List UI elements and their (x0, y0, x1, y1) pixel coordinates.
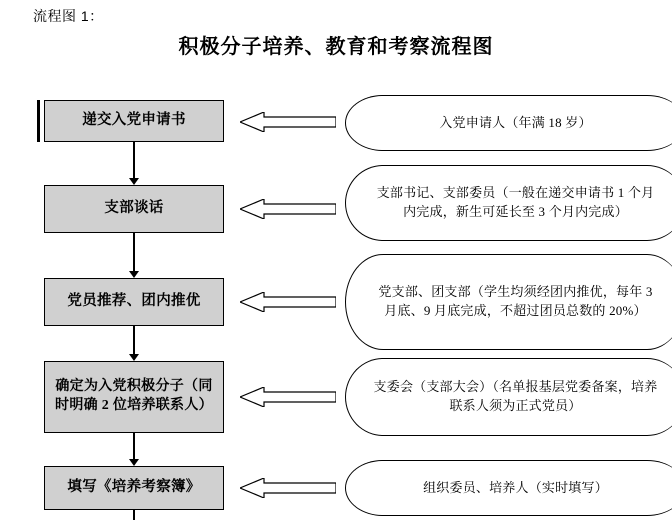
connector-activist-to-record (133, 433, 135, 461)
node-record-book-label: 填写《培养考察簿》 (67, 479, 201, 496)
arrowhead-down-3 (129, 354, 139, 361)
left-arrow-icon-1 (240, 112, 336, 132)
figure-label: 流程图 1： (33, 8, 104, 24)
callout-applicant (345, 95, 672, 151)
callout-committee-text: 支委会（支部大会）（名单报基层党委备案，培养联系人须为正式党员） (373, 379, 658, 413)
connector-recommend-to-activist (133, 326, 135, 356)
node-activist-label: 确定为入党积极分子（同时明确 2 位培养联系人） (55, 379, 213, 413)
connector-record-to-next (133, 510, 135, 520)
node-apply[interactable] (44, 100, 224, 142)
arrowhead-down-1 (129, 178, 139, 185)
connector-apply-to-talk (133, 142, 135, 180)
left-arrow-icon-3 (240, 292, 336, 312)
connector-talk-to-recommend (133, 233, 135, 273)
callout-committee (345, 358, 672, 436)
left-arrow-icon-2 (240, 199, 336, 219)
callout-organizer-text: 组织委员、培养人（实时填写） (423, 479, 608, 495)
callout-applicant-text: 入党申请人（年满 18 岁） (439, 114, 592, 130)
left-arrow-icon-4 (240, 387, 336, 407)
node-branch-talk[interactable] (44, 185, 224, 233)
node-branch-talk-label: 支部谈话 (104, 200, 164, 217)
callout-organizer (345, 460, 672, 516)
entry-stub (37, 100, 40, 142)
node-recommend[interactable] (44, 278, 224, 326)
callout-secretary-text: 支部书记、支部委员（一般在递交申请书 1 个月内完成，新生可延长至 3 个月内完成） (376, 185, 655, 219)
node-record-book[interactable] (44, 466, 224, 510)
node-recommend-label: 党员推荐、团内推优 (67, 293, 201, 310)
arrowhead-down-4 (129, 459, 139, 466)
arrowhead-down-2 (129, 271, 139, 278)
left-arrow-icon-5 (240, 478, 336, 498)
callout-secretary (345, 165, 672, 241)
callout-party-branch (345, 254, 672, 350)
node-activist[interactable] (44, 361, 224, 433)
node-apply-label: 递交入党申请书 (82, 112, 186, 129)
figure-title: 积极分子培养、教育和考察流程图 (178, 36, 494, 58)
callout-party-branch-text: 党支部、团支部（学生均须经团内推优，每年 3 月底、9 月底完成，不超过团员总数的 20%） (378, 284, 653, 318)
